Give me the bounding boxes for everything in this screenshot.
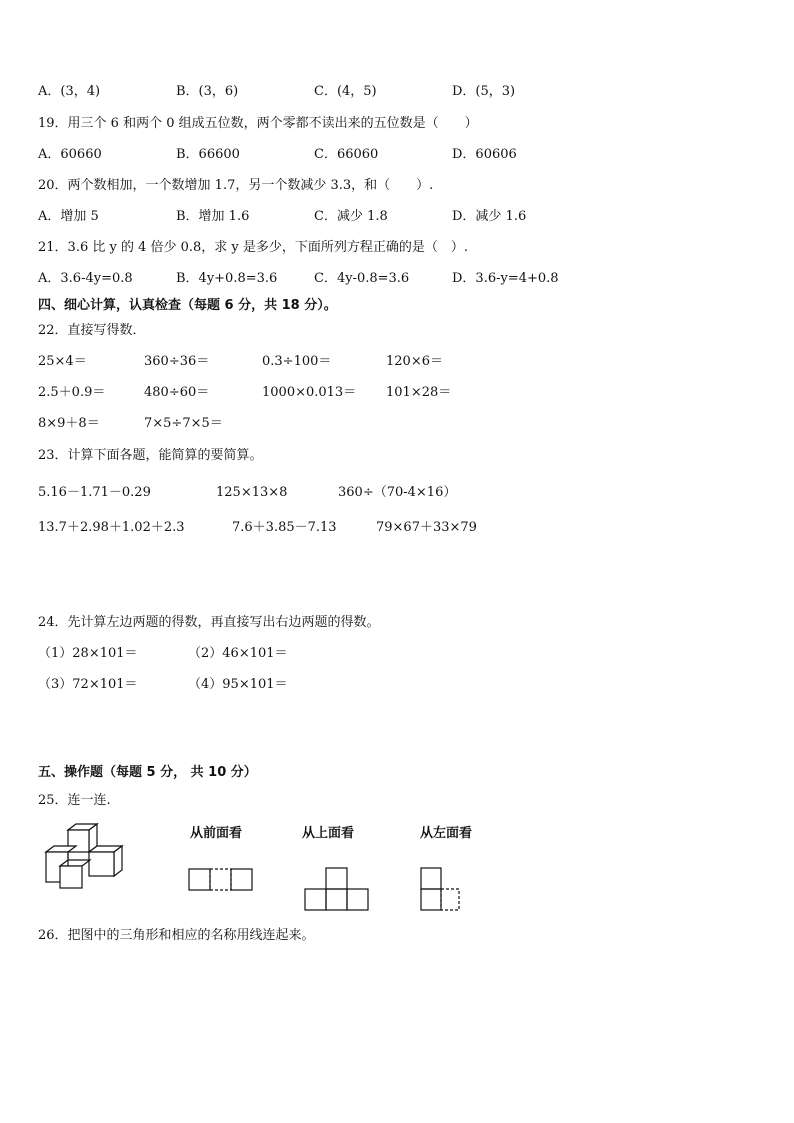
q22-item: 1000×0.013＝ <box>262 385 357 400</box>
front-view-shape <box>186 866 256 896</box>
q22-item: 2.5＋0.9＝ <box>38 385 106 400</box>
q22-item: 8×9＋8＝ <box>38 416 100 431</box>
q21-option-d[interactable]: D．3.6-y=4+0.8 <box>452 271 559 286</box>
q24-question: 24．先计算左边两题的得数，再直接写出右边两题的得数。 <box>38 615 380 630</box>
q18-option-b[interactable]: B．(3，6) <box>176 84 239 99</box>
q22-item: 101×28＝ <box>386 385 452 400</box>
q22-item: 480÷60＝ <box>144 385 210 400</box>
q23-item: 79×67＋33×79 <box>376 520 477 535</box>
q19-option-b[interactable]: B．66600 <box>176 147 240 162</box>
q23-item: 125×13×8 <box>216 485 288 500</box>
q23-item: 360÷（70-4×16） <box>338 485 457 500</box>
q25-question: 25．连一连. <box>38 793 111 808</box>
view-label-left: 从左面看 <box>420 826 473 841</box>
q24-item: （4）95×101＝ <box>188 677 288 692</box>
q19-question: 19．用三个 6 和两个 0 组成五位数，两个零都不读出来的五位数是（ ） <box>38 116 478 131</box>
q18-option-d[interactable]: D．(5，3) <box>452 84 516 99</box>
cube-solid-figure <box>40 822 140 892</box>
q22-item: 360÷36＝ <box>144 354 210 369</box>
top-view-shape <box>302 866 372 916</box>
section-4-heading: 四、细心计算，认真检查（每题 6 分，共 18 分）。 <box>38 298 337 313</box>
q24-item: （1）28×101＝ <box>38 646 138 661</box>
q20-question: 20．两个数相加，一个数增加 1.7，另一个数减少 3.3，和（ ）. <box>38 178 434 193</box>
q23-item: 13.7＋2.98＋1.02＋2.3 <box>38 520 185 535</box>
q22-item: 120×6＝ <box>386 354 443 369</box>
q19-option-c[interactable]: C．66060 <box>314 147 379 162</box>
q20-option-d[interactable]: D．减少 1.6 <box>452 209 527 224</box>
view-label-front: 从前面看 <box>190 826 243 841</box>
q19-option-a[interactable]: A．60660 <box>38 147 102 162</box>
q23-item: 7.6＋3.85－7.13 <box>232 520 337 535</box>
q21-question: 21．3.6 比 y 的 4 倍少 0.8，求 y 是多少，下面所列方程正确的是（ ）. <box>38 240 469 255</box>
q21-option-a[interactable]: A．3.6-4y=0.8 <box>38 271 133 286</box>
q18-option-c[interactable]: C．(4，5) <box>314 84 377 99</box>
q21-option-c[interactable]: C．4y-0.8=3.6 <box>314 271 410 286</box>
q20-option-a[interactable]: A．增加 5 <box>38 209 99 224</box>
q24-item: （3）72×101＝ <box>38 677 138 692</box>
q21-option-b[interactable]: B．4y+0.8=3.6 <box>176 271 278 286</box>
left-view-shape <box>418 866 468 916</box>
q22-item: 0.3÷100＝ <box>262 354 332 369</box>
view-label-top: 从上面看 <box>302 826 355 841</box>
q20-option-b[interactable]: B．增加 1.6 <box>176 209 250 224</box>
section-5-heading: 五、操作题（每题 5 分， 共 10 分） <box>38 765 257 780</box>
q20-option-c[interactable]: C．减少 1.8 <box>314 209 388 224</box>
q24-item: （2）46×101＝ <box>188 646 288 661</box>
q22-question: 22．直接写得数． <box>38 323 146 338</box>
q23-item: 5.16－1.71－0.29 <box>38 485 151 500</box>
q19-option-d[interactable]: D．60606 <box>452 147 517 162</box>
q22-item: 25×4＝ <box>38 354 87 369</box>
q18-option-a[interactable]: A．(3，4) <box>38 84 101 99</box>
q26-question: 26．把图中的三角形和相应的名称用线连起来。 <box>38 928 315 943</box>
q22-item: 7×5÷7×5＝ <box>144 416 223 431</box>
q23-question: 23．计算下面各题，能简算的要简算。 <box>38 448 263 463</box>
